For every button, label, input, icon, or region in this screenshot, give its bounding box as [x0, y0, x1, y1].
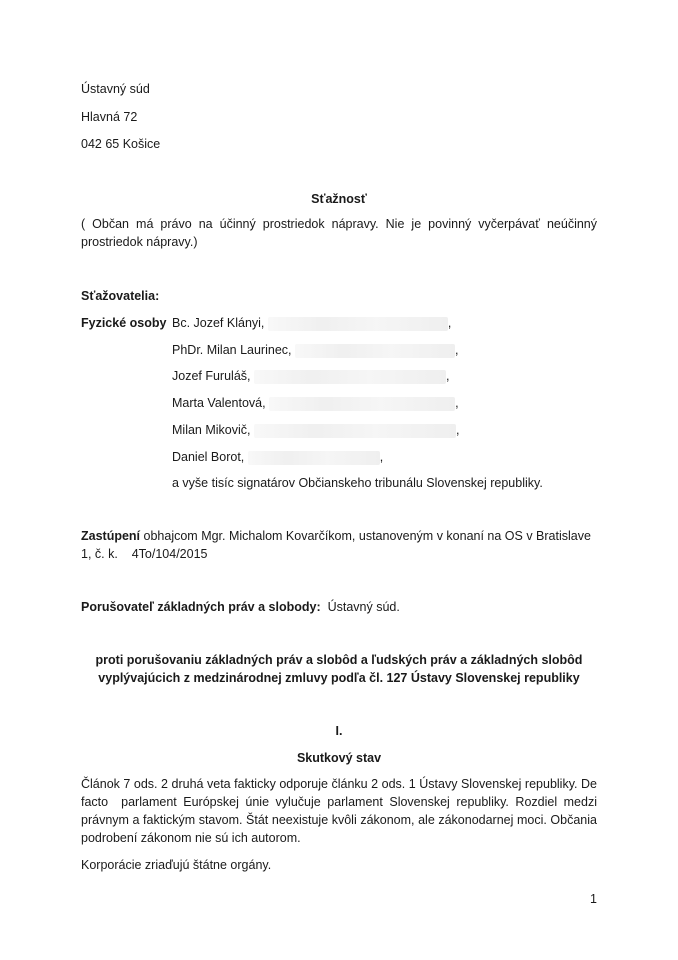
facts-line-1: Článok 7 ods. 2 druhá veta fakticky odporuje článku 2 ods. 1 Ústavy Slovenskej republiky. De	[81, 777, 597, 791]
person-entry	[172, 394, 459, 412]
address-line-city: 042 65 Košice	[81, 137, 161, 151]
person-name: Bc. Jozef Klányi,	[172, 316, 265, 330]
redacted-address	[254, 424, 456, 438]
person-name: Daniel Borot,	[172, 450, 245, 464]
person-entry	[172, 314, 451, 332]
person-entry	[172, 448, 383, 466]
section-number: I.	[335, 724, 343, 738]
person-suffix: ,	[455, 423, 460, 437]
subject-line-2: vyplývajúcich z medzinárodnej zmluvy podľa čl. 127 Ústavy Slovenskej republiky	[98, 671, 580, 685]
redacted-address	[248, 451, 380, 465]
person-suffix: ,	[379, 450, 384, 464]
subject-line-1: proti porušovaniu základných práv a slobôd a ľudských práv a základných slobôd	[95, 653, 583, 667]
person-suffix: ,	[455, 396, 459, 410]
signatories-line: a vyše tisíc signatárov Občianskeho tribunálu Slovenskej republiky.	[172, 476, 543, 490]
section-title: Skutkový stav	[296, 751, 382, 765]
persons-label: Fyzické osoby	[81, 316, 167, 330]
person-suffix: ,	[447, 316, 452, 330]
person-entry	[172, 421, 459, 439]
page-number: 1	[590, 892, 597, 906]
violator-line	[81, 598, 400, 616]
document-title: Sťažnosť	[311, 192, 367, 206]
person-name: Milan Mikovič,	[172, 423, 251, 437]
redacted-address	[295, 344, 455, 358]
representation-line-2: 1, č. k. 4To/104/2015	[81, 547, 208, 561]
violator-value: Ústavný súd.	[320, 600, 400, 614]
address-line-court: Ústavný súd	[81, 82, 150, 96]
facts-line-3: právnym a faktickým stavom. Štát neexistuje kvôli zákonom, ale zákonodarnej moci. Občania	[81, 813, 597, 827]
person-suffix: ,	[455, 343, 459, 357]
subtitle-line-1: ( Občan má právo na účinný prostriedok nápravy. Nie je povinný vyčerpávať neúčinný	[81, 217, 597, 231]
corporations-line: Korporácie zriaďujú štátne orgány.	[81, 858, 272, 872]
person-entry	[172, 341, 458, 359]
person-name: Marta Valentová,	[172, 396, 266, 410]
redacted-address	[254, 370, 446, 384]
complainants-heading: Sťažovatelia:	[81, 289, 160, 303]
facts-line-2: facto parlament Európskej únie vylučuje parlament Slovenskej republiky. Rozdiel medzi	[81, 795, 597, 809]
person-entry	[172, 367, 449, 385]
person-suffix: ,	[446, 369, 450, 383]
redacted-address	[268, 317, 448, 331]
person-name: Jozef Furuláš,	[172, 369, 251, 383]
person-name: PhDr. Milan Laurinec,	[172, 343, 292, 357]
violator-label: Porušovateľ základných práv a slobody:	[81, 600, 321, 614]
representation-text: obhajcom Mgr. Michalom Kovarčíkom, ustanoveným v konaní na OS v Bratislave	[140, 529, 591, 543]
representation-line-1	[81, 527, 591, 545]
address-line-street: Hlavná 72	[81, 110, 138, 124]
subtitle-line-2: prostriedok nápravy.)	[81, 235, 198, 249]
redacted-address	[269, 397, 455, 411]
facts-line-4: podrobení zákonom nie sú ich autorom.	[81, 831, 301, 845]
representation-label: Zastúpení	[81, 529, 141, 543]
